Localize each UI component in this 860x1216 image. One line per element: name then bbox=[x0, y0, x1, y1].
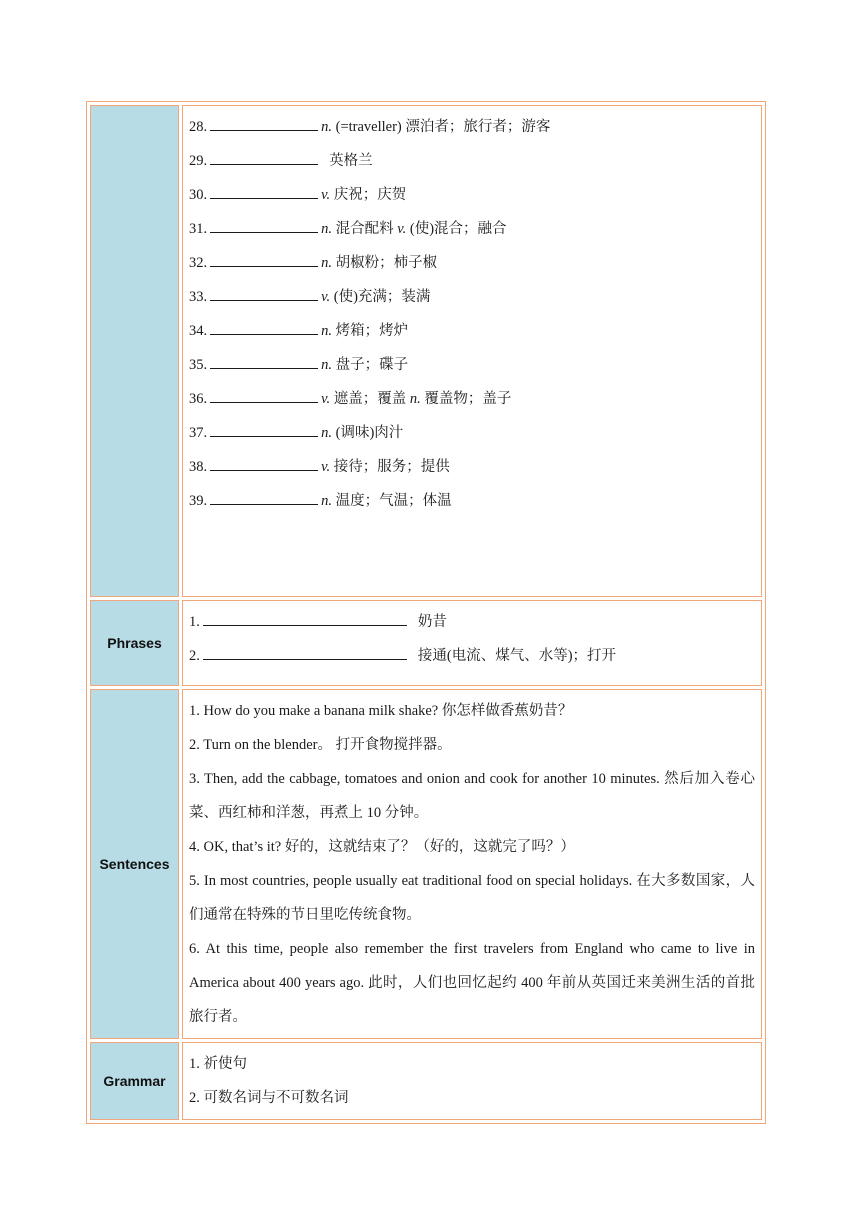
vocab-item-number: 37. bbox=[189, 425, 208, 441]
vocab-item bbox=[189, 314, 755, 348]
vocab-content-cell bbox=[182, 105, 762, 597]
answer-blank[interactable] bbox=[203, 611, 407, 626]
vocab-item-number: 28. bbox=[189, 119, 208, 135]
vocab-item-pos: v. bbox=[321, 459, 331, 475]
vocab-item-meaning: 英格兰 bbox=[329, 153, 373, 169]
vocab-item-meaning: 庆祝；庆贺 bbox=[333, 187, 407, 203]
vocab-item-meaning-2: (使)混合；融合 bbox=[409, 221, 507, 237]
vocab-item-meaning: 混合配料 bbox=[335, 221, 394, 237]
sentences-row bbox=[90, 689, 762, 1039]
vocab-item-number: 29. bbox=[189, 153, 208, 169]
phrases-row bbox=[90, 600, 762, 686]
vocab-item bbox=[189, 280, 755, 314]
phrase-item-number: 2. bbox=[189, 648, 200, 664]
worksheet-table bbox=[86, 101, 766, 1124]
vocab-item-number: 38. bbox=[189, 459, 208, 475]
vocab-item-pos: n. bbox=[321, 323, 332, 339]
answer-blank[interactable] bbox=[203, 645, 407, 660]
vocab-item-meaning: (=traveller) 漂泊者；旅行者；游客 bbox=[335, 119, 551, 135]
sentence-item: 5. In most countries, people usually eat traditional food on special holidays. 在大多数国家，人们通常在特殊的节日里吃传统食物。 bbox=[189, 873, 755, 923]
vocab-item-meaning: (使)充满；装满 bbox=[333, 289, 431, 305]
answer-blank[interactable] bbox=[210, 116, 318, 131]
grammar-item: 2. 可数名词与不可数名词 bbox=[189, 1090, 349, 1106]
answer-blank[interactable] bbox=[210, 388, 318, 403]
sentence-item: 4. OK, that’s it? 好的，这就结束了？（好的，这就完了吗？） bbox=[189, 839, 575, 855]
vocab-item bbox=[189, 178, 755, 212]
phrase-item-number: 1. bbox=[189, 614, 200, 630]
phrase-item bbox=[189, 605, 755, 639]
vocab-item-pos: n. bbox=[321, 425, 332, 441]
vocab-item-pos: v. bbox=[321, 289, 331, 305]
vocab-item-number: 32. bbox=[189, 255, 208, 271]
answer-blank[interactable] bbox=[210, 320, 318, 335]
phrases-content-cell bbox=[182, 600, 762, 686]
answer-blank[interactable] bbox=[210, 218, 318, 233]
answer-blank[interactable] bbox=[210, 150, 318, 165]
vocab-item-meaning: 接待；服务；提供 bbox=[333, 459, 450, 475]
answer-blank[interactable] bbox=[210, 456, 318, 471]
vocab-item-pos-2: n. bbox=[409, 391, 421, 407]
phrase-item-meaning: 奶昔 bbox=[417, 614, 447, 630]
vocab-item-pos-2: v. bbox=[397, 221, 407, 237]
phrase-item-meaning: 接通(电流、煤气、水等)；打开 bbox=[417, 648, 617, 664]
answer-blank[interactable] bbox=[210, 422, 318, 437]
vocab-item bbox=[189, 416, 755, 450]
vocab-item-pos: n. bbox=[321, 119, 332, 135]
vocab-item-pos: v. bbox=[321, 391, 331, 407]
sentence-item: 3. Then, add the cabbage, tomatoes and onion and cook for another 10 minutes. 然后加入卷心菜、西红柿和洋葱，再煮上 10 分钟。 bbox=[189, 771, 755, 821]
grammar-label: Grammar bbox=[90, 1042, 179, 1120]
answer-blank[interactable] bbox=[210, 490, 318, 505]
vocab-item-pos: n. bbox=[321, 221, 332, 237]
sentence-item: 1. How do you make a banana milk shake? 你怎样做香蕉奶昔？ bbox=[189, 703, 573, 719]
sentence-item: 2. Turn on the blender。 打开食物搅拌器。 bbox=[189, 737, 452, 753]
grammar-row bbox=[90, 1042, 762, 1120]
vocab-item bbox=[189, 484, 755, 518]
vocab-item bbox=[189, 382, 755, 416]
vocab-item-pos: v. bbox=[321, 187, 331, 203]
vocab-item-number: 39. bbox=[189, 493, 208, 509]
vocab-item-number: 36. bbox=[189, 391, 208, 407]
vocab-item-meaning: 烤箱；烤炉 bbox=[335, 323, 409, 339]
vocab-item-pos: n. bbox=[321, 493, 332, 509]
vocab-item bbox=[189, 144, 755, 178]
grammar-item: 1. 祈使句 bbox=[189, 1056, 247, 1072]
vocab-item-meaning: 温度；气温；体温 bbox=[335, 493, 452, 509]
vocab-item bbox=[189, 110, 755, 144]
vocab-item-number: 33. bbox=[189, 289, 208, 305]
vocab-row bbox=[90, 105, 762, 597]
vocab-item bbox=[189, 246, 755, 280]
vocab-item-meaning: (调味)肉汁 bbox=[335, 425, 404, 441]
vocab-item-meaning: 遮盖；覆盖 bbox=[333, 391, 407, 407]
vocab-item-number: 31. bbox=[189, 221, 208, 237]
vocab-item-number: 35. bbox=[189, 357, 208, 373]
answer-blank[interactable] bbox=[210, 354, 318, 369]
sentence-item: 6. At this time, people also remember the first travelers from England who came to live in America about 400 years ago. 此时，人们也回忆起约 400 年前从英国迁来美洲生活的首批旅行者。 bbox=[189, 941, 755, 1025]
vocab-item-meaning-2: 覆盖物；盖子 bbox=[424, 391, 512, 407]
vocab-item-pos: n. bbox=[321, 357, 332, 373]
vocab-label-cell bbox=[90, 105, 179, 597]
vocab-item bbox=[189, 450, 755, 484]
answer-blank[interactable] bbox=[210, 286, 318, 301]
vocab-item bbox=[189, 212, 755, 246]
answer-blank[interactable] bbox=[210, 184, 318, 199]
vocab-item-pos: n. bbox=[321, 255, 332, 271]
phrases-label: Phrases bbox=[90, 600, 179, 686]
vocab-item-number: 30. bbox=[189, 187, 208, 203]
grammar-content-cell bbox=[182, 1042, 762, 1120]
sentences-label: Sentences bbox=[90, 689, 179, 1039]
vocab-item bbox=[189, 348, 755, 382]
vocab-item-number: 34. bbox=[189, 323, 208, 339]
sentences-content-cell bbox=[182, 689, 762, 1039]
answer-blank[interactable] bbox=[210, 252, 318, 267]
vocab-item-meaning: 胡椒粉；柿子椒 bbox=[335, 255, 438, 271]
vocab-item-meaning: 盘子；碟子 bbox=[335, 357, 409, 373]
phrase-item bbox=[189, 639, 755, 673]
